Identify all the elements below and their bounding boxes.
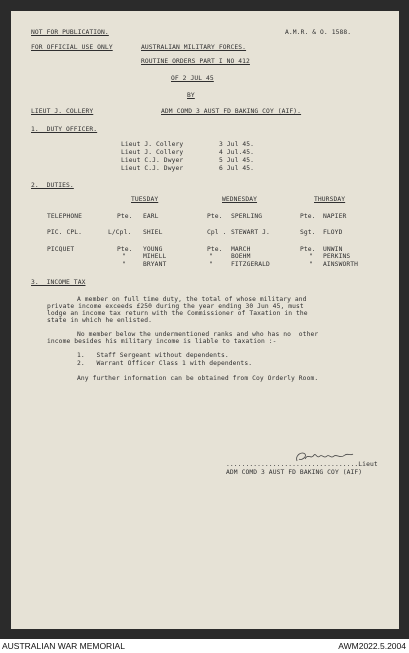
duty-ditto: " — [122, 253, 126, 260]
duty-officer-name: Lieut J. Collery — [121, 141, 184, 148]
duty-name: EARL — [143, 213, 159, 220]
income-tax-para: A member on full time duty, the total of whose military and — [77, 296, 307, 303]
income-tax-para: lodge an income tax return with the Commissioner of Taxation in the — [47, 310, 308, 317]
forces-label: AUSTRALIAN MILITARY FORCES. — [141, 44, 247, 51]
duties-heading: 2. DUTIES. — [31, 182, 74, 189]
by-label: BY — [187, 92, 195, 99]
issuing-unit: ADM COMD 3 AUST FD BAKING COY (AIF). — [161, 108, 302, 115]
duty-rank: Pte. — [207, 246, 223, 253]
duty-officer-date: 3 Jul 45. — [219, 141, 255, 148]
duty-officer-date: 6 Jul 45. — [219, 165, 255, 172]
issuing-officer: LIEUT J. COLLERY — [31, 108, 94, 115]
day-wednesday: WEDNESDAY — [222, 196, 258, 203]
duty-officer-name: Lieut J. Collery — [121, 149, 184, 156]
income-tax-heading: 3. INCOME TAX — [31, 279, 86, 286]
duty-name: PERKINS — [323, 253, 351, 260]
duty-officer-heading: 1. DUTY OFFICER. — [31, 126, 98, 133]
orders-date: OF 2 JUL 45 — [171, 75, 214, 82]
day-tuesday: TUESDAY — [131, 196, 159, 203]
official-use-label: FOR OFFICIAL USE ONLY — [31, 44, 113, 51]
duty-officer-date: 4 Jul.45. — [219, 149, 255, 156]
duty-ditto: " — [209, 261, 213, 268]
duty-label: PICQUET — [47, 246, 75, 253]
income-tax-para: private income exceeds £250 during the year ending 30 Jun 45, must — [47, 303, 304, 310]
duty-label: TELEPHONE — [47, 213, 83, 220]
income-tax-list-item: 1. Staff Sergeant without dependents. — [77, 352, 229, 359]
duty-rank: L/Cpl. — [108, 229, 132, 236]
duty-officer-name: Lieut C.J. Dwyer — [121, 165, 184, 172]
duty-rank: Pte. — [207, 213, 223, 220]
duty-name: SHIEL — [143, 229, 163, 236]
duty-name: BRYANT — [143, 261, 167, 268]
duty-name: UNWIN — [323, 246, 343, 253]
income-tax-para: Any further information can be obtained from Coy Orderly Room. — [77, 375, 319, 382]
duty-label: PIC. CPL. — [47, 229, 83, 236]
signature-unit: ADM COMD 3 AUST FD BAKING COY (AIF) — [226, 469, 363, 476]
duty-rank: Pte. — [117, 213, 133, 220]
duty-name: YOUNG — [143, 246, 163, 253]
duty-name: FITZGERALD — [231, 261, 270, 268]
duty-name: BOEHM — [231, 253, 251, 260]
income-tax-para: income besides his military income is liable to taxation :- — [47, 338, 277, 345]
duty-ditto: " — [309, 261, 313, 268]
duty-name: MIHELL — [143, 253, 167, 260]
signature-line: ..................................Lieut — [226, 461, 378, 468]
orders-title: ROUTINE ORDERS PART I NO 412 — [141, 58, 250, 65]
duty-officer-name: Lieut C.J. Dwyer — [121, 157, 184, 164]
duty-name: MARCH — [231, 246, 251, 253]
archive-footer — [0, 639, 409, 653]
day-thursday: THURSDAY — [314, 196, 346, 203]
duty-ditto: " — [209, 253, 213, 260]
duty-name: SPERLING — [231, 213, 263, 220]
duty-name: FLOYD — [323, 229, 343, 236]
not-for-publication: NOT FOR PUBLICATION. — [31, 29, 109, 36]
duty-rank: Pte. — [300, 246, 316, 253]
duty-rank: Cpl . — [207, 229, 227, 236]
footer-institution: AUSTRALIAN WAR MEMORIAL — [2, 641, 125, 651]
footer-catalogue-id: AWM2022.5.2004 — [338, 641, 406, 651]
duty-ditto: " — [309, 253, 313, 260]
duty-rank: Sgt. — [300, 229, 316, 236]
reference-number: A.M.R. & O. 1588. — [285, 29, 352, 36]
duty-name: AINSWORTH — [323, 261, 359, 268]
duty-rank: Pte. — [117, 246, 133, 253]
duty-officer-date: 5 Jul 45. — [219, 157, 255, 164]
income-tax-list-item: 2. Warrant Officer Class 1 with dependents. — [77, 360, 253, 367]
income-tax-para: No member below the undermentioned ranks and who has no other — [77, 331, 319, 338]
duty-ditto: " — [122, 261, 126, 268]
duty-name: STEWART J. — [231, 229, 270, 236]
duty-name: NAPIER — [323, 213, 347, 220]
duty-rank: Pte. — [300, 213, 316, 220]
income-tax-para: state in which he enlisted. — [47, 317, 153, 324]
